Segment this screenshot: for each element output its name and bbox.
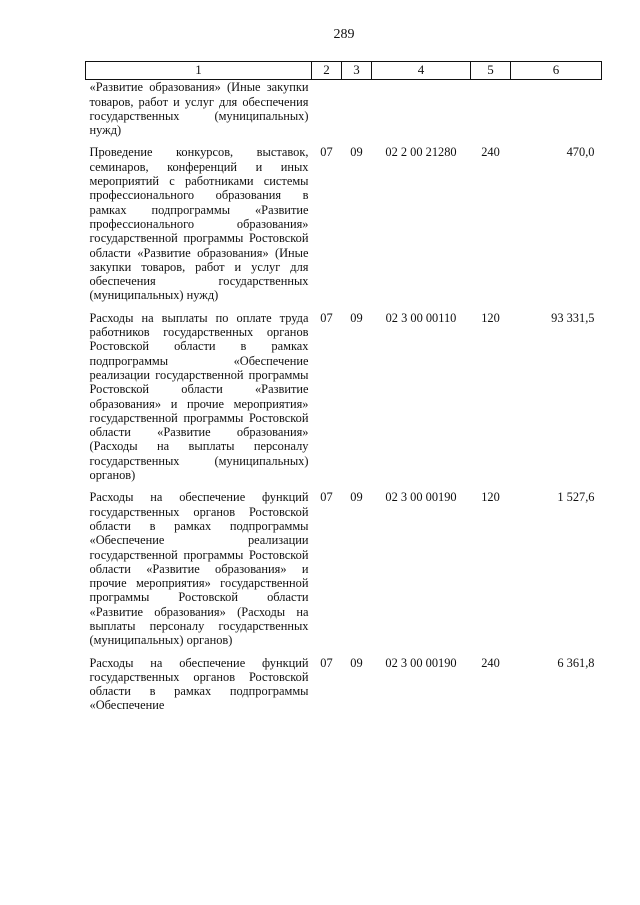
row-description: Расходы на обеспечение функций государственных органов Ростовской области в рамках подпрограммы «Обеспечение [89,655,309,713]
column-header-6: 6 [511,62,602,80]
row-subsection: 09 [350,145,363,160]
table-row [86,145,602,310]
row-description: «Развитие образования» (Иные закупки товаров, работ и услуг для обеспечения государственных (муниципальных) нужд) [89,80,309,138]
row-target-code: 02 2 00 21280 [385,145,457,160]
row-subsection [342,80,372,146]
budget-table [85,61,602,721]
column-header-3: 3 [342,62,372,80]
table-row [86,656,602,721]
row-section: 07 [320,310,333,325]
page-number: 289 [333,27,355,42]
column-header-1: 1 [86,62,312,80]
row-expense-type [471,80,511,146]
row-amount: 93 331,5 [551,310,595,325]
row-target-code [372,80,471,146]
table-row [86,490,602,655]
row-amount: 6 361,8 [557,655,595,670]
row-amount: 1 527,6 [557,490,595,505]
row-section [312,80,342,146]
column-header-4: 4 [372,62,471,80]
row-description: Расходы на обеспечение функций государственных органов Ростовской области в рамках подпрограммы «Обеспечение реализации государственной программы Ростовской области «Развитие образования» и прочие мероприятия» государственной программы Ростовской области «Развитие образования» (Расходы на выплаты персоналу государственных (муниципальных) органов) [89,490,309,648]
row-expense-type: 120 [481,310,500,325]
row-subsection: 09 [350,655,363,670]
table-header-row [86,62,602,80]
row-subsection: 09 [350,310,363,325]
column-header-2: 2 [312,62,342,80]
column-header-5: 5 [471,62,511,80]
row-expense-type: 240 [481,655,500,670]
row-amount [511,80,602,146]
table-row [86,311,602,491]
row-target-code: 02 3 00 00190 [385,655,457,670]
row-target-code: 02 3 00 00110 [385,310,457,325]
row-amount: 470,0 [566,145,595,160]
row-section: 07 [320,490,333,505]
table-row [86,80,602,146]
row-target-code: 02 3 00 00190 [385,490,457,505]
row-expense-type: 240 [481,145,500,160]
row-section: 07 [320,145,333,160]
row-subsection: 09 [350,490,363,505]
row-description: Проведение конкурсов, выставок, семинаров, конференций и иных мероприятий с работниками системы профессионального образования в рамках подпрограммы «Развитие профессионального образования» государственной программы Ростовской области «Развитие образования» (Иные закупки товаров, работ и услуг для обеспечения государственных (муниципальных) нужд) [89,145,309,303]
row-section: 07 [320,655,333,670]
row-description: Расходы на выплаты по оплате труда работников государственных органов Ростовской области в рамках подпрограммы «Обеспечение реализации государственной программы Ростовской области «Развитие образования» и прочие мероприятия» государственной программы Ростовской области «Развитие образования» (Расходы на выплаты персоналу государственных (муниципальных) органов) [89,310,309,483]
row-expense-type: 120 [481,490,500,505]
